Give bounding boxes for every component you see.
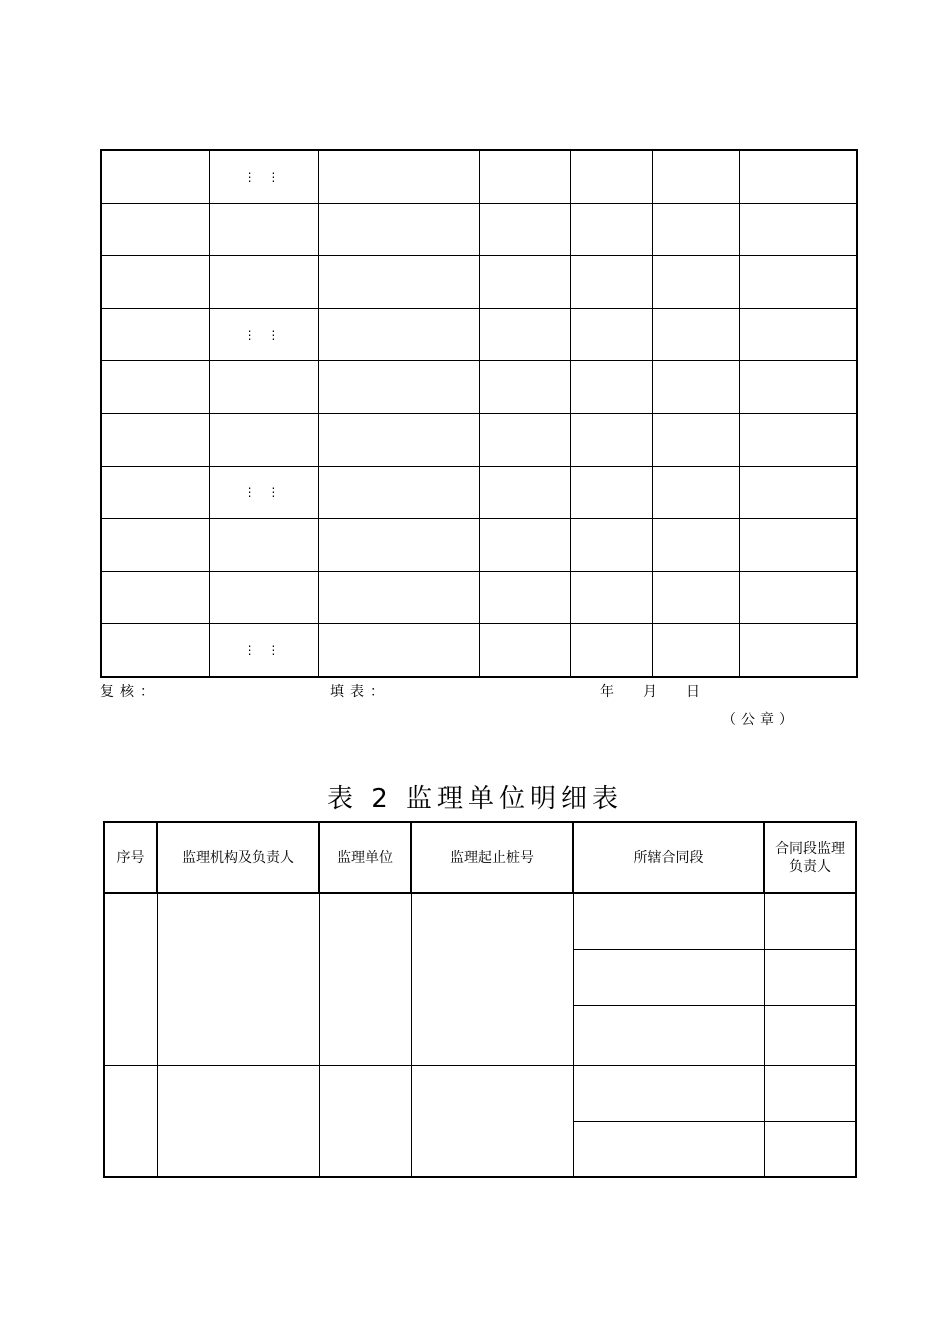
date-month: 月 [643,684,663,700]
cell-unit [319,893,411,1065]
cell-manager [764,893,856,949]
cell-manager [764,1065,856,1121]
table-row [101,519,857,572]
date-year: 年 [600,684,620,700]
row-mark [209,361,318,414]
cell-section [573,1005,764,1065]
review-label: 复核： [100,684,160,700]
fill-label: 填表： [330,684,390,700]
row-mark: ⋮ ⋮ [209,308,318,361]
table-row [101,624,857,677]
page-title: 表 2 监理单位明细表 [326,784,624,814]
header-row [104,822,856,893]
cell-section [573,949,764,1005]
row-mark: ⋮ ⋮ [209,150,318,203]
col-header-stake: 监理起止桩号 [411,822,573,893]
cell-manager [764,1005,856,1065]
cell-unit [319,1065,411,1177]
row-mark [209,571,318,624]
table-row [104,893,856,949]
cell-manager [764,949,856,1005]
col-header-seq: 序号 [104,822,157,893]
row-mark [209,256,318,309]
table-row [101,466,857,519]
cell-seq [104,893,157,1065]
table-row [101,150,857,203]
table-row [104,1065,856,1121]
official-seal-label: （公章） [722,712,798,728]
date-day: 日 [686,684,706,700]
cell-section [573,1065,764,1121]
row-mark: ⋮ ⋮ [209,466,318,519]
row-mark: ⋮ ⋮ [209,624,318,677]
table-row [101,413,857,466]
cell-stake [411,1065,573,1177]
cell-seq [104,1065,157,1177]
table-row [101,361,857,414]
table-row [101,203,857,256]
col-header-unit: 监理单位 [319,822,411,893]
table-row [101,256,857,309]
record-table [100,149,858,678]
row-mark [209,519,318,572]
table-row [101,308,857,361]
supervision-unit-table [103,821,857,1178]
cell-manager [764,1121,856,1177]
cell-stake [411,893,573,1065]
col-header-org: 监理机构及负责人 [157,822,319,893]
table-row [101,571,857,624]
row-mark [209,203,318,256]
row-mark [209,413,318,466]
cell-section [573,1121,764,1177]
cell-section [573,893,764,949]
col-header-section: 所辖合同段 [573,822,764,893]
cell-org [157,1065,319,1177]
cell-org [157,893,319,1065]
col-header-manager: 合同段监理负责人 [764,822,856,893]
